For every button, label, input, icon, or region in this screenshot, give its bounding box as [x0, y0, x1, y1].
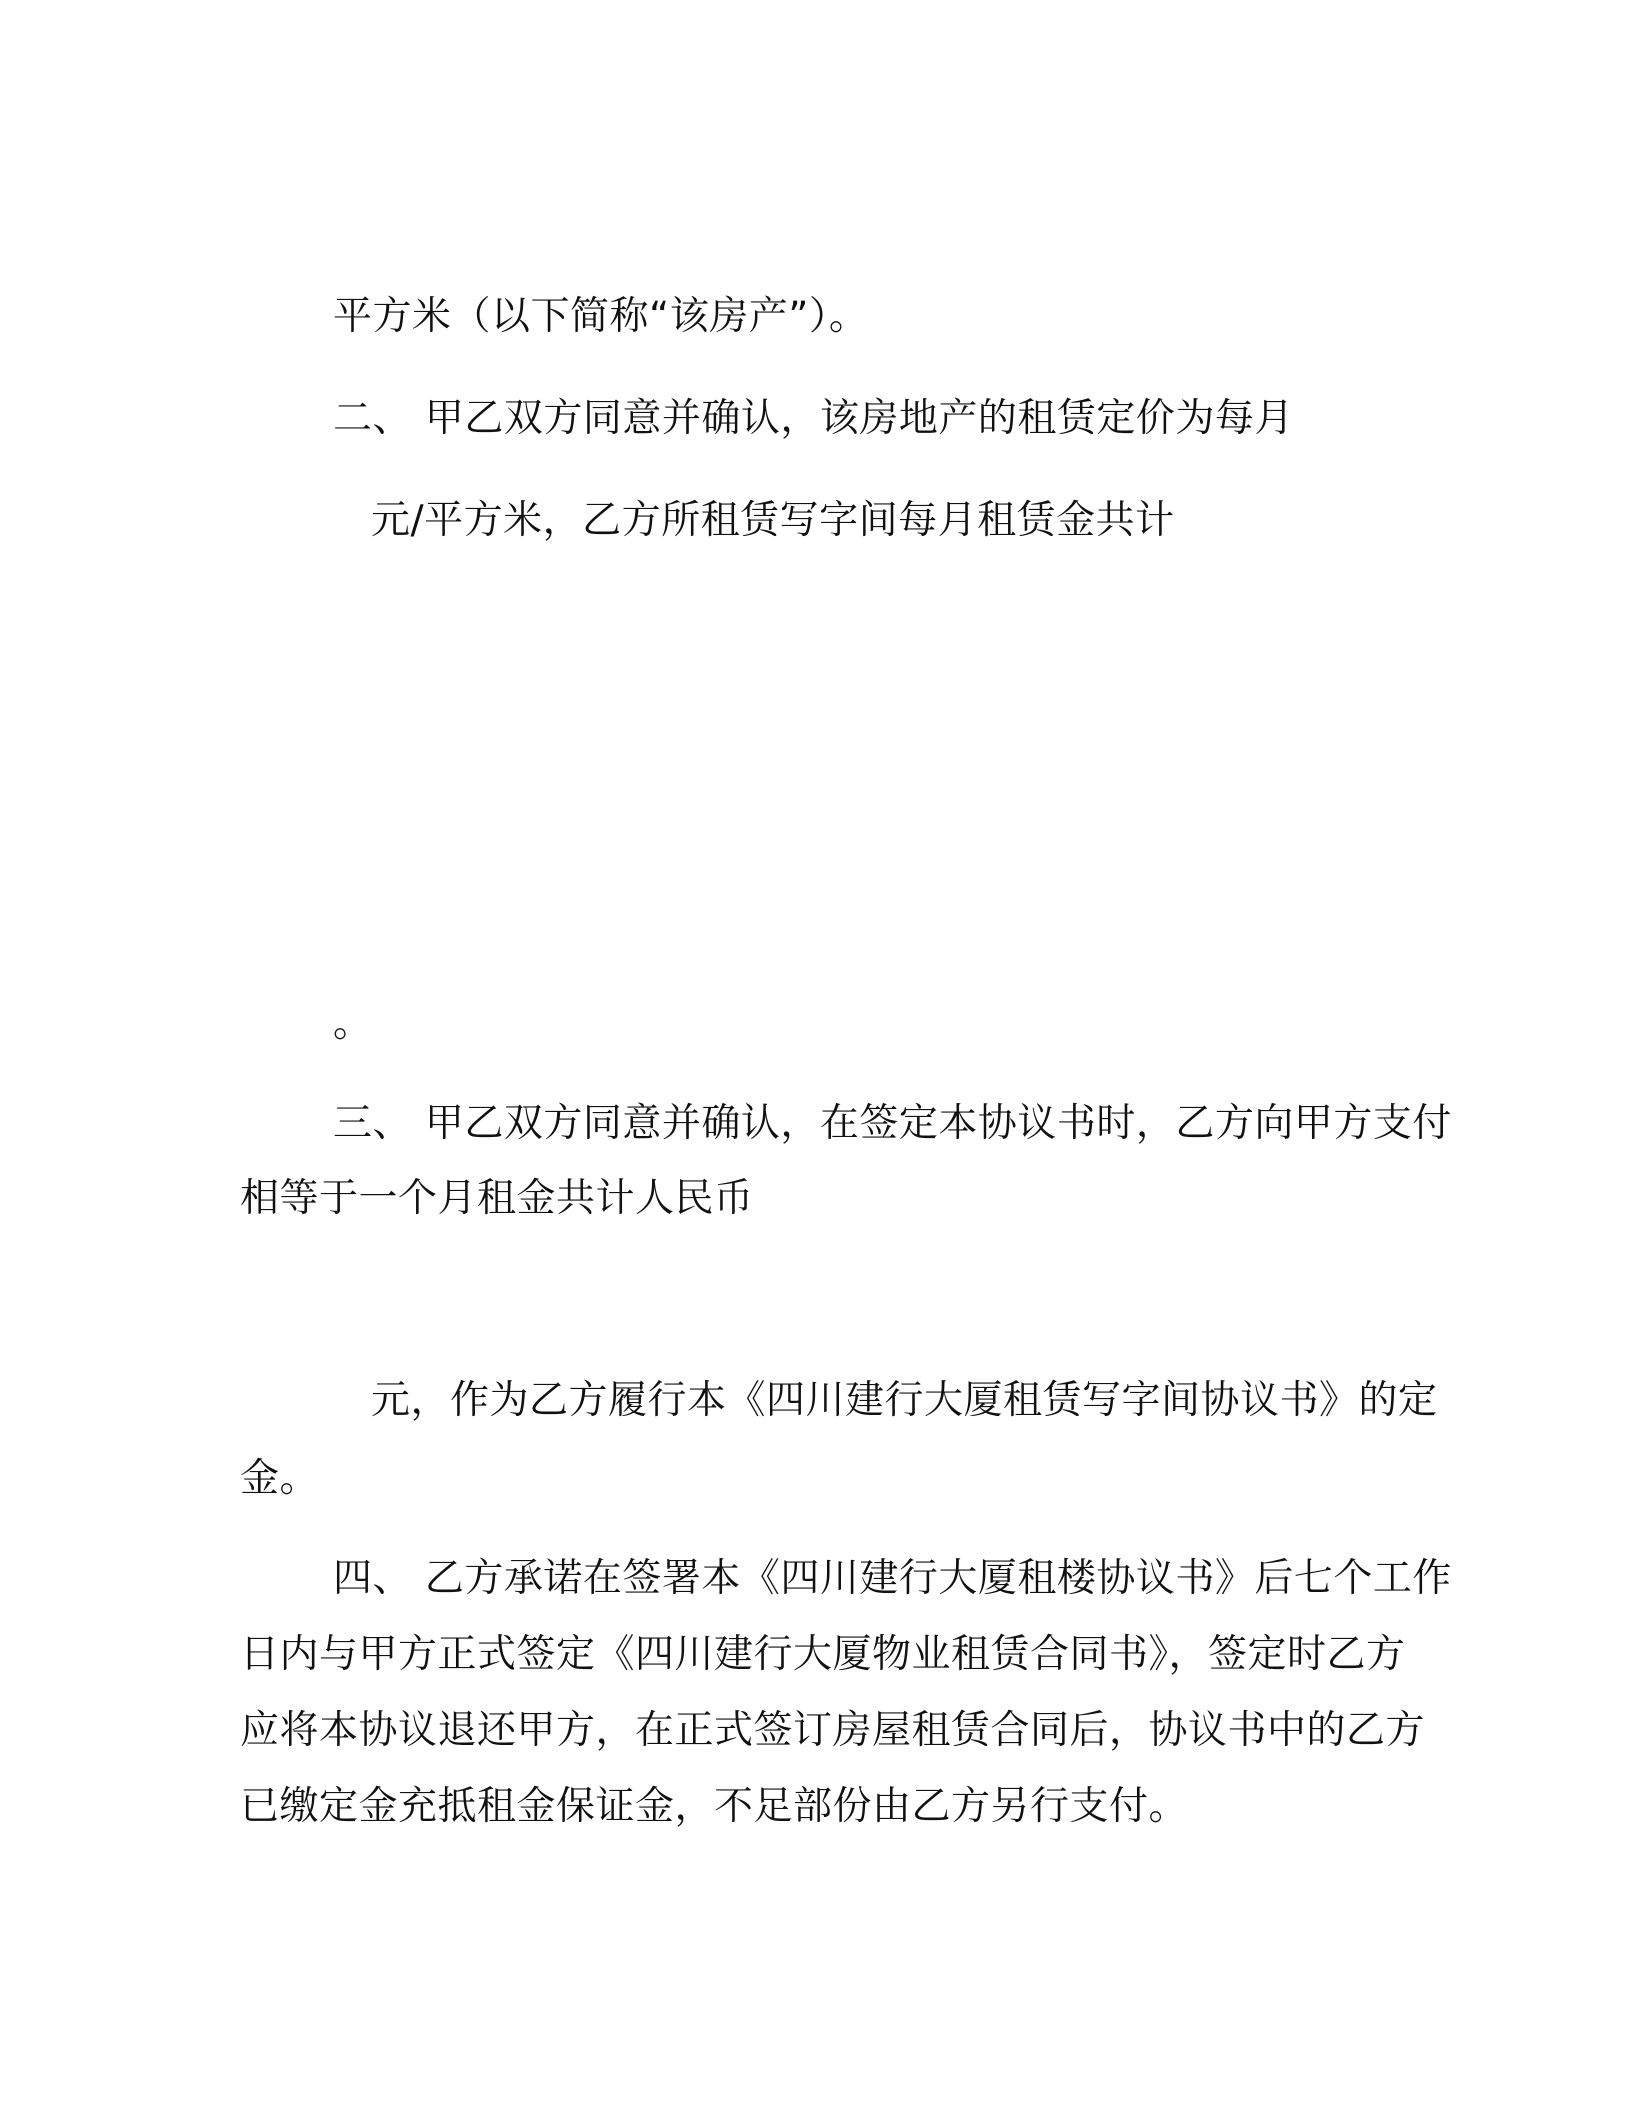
clause-four-line-4: 已缴定金充抵租金保证金，不足部份由乙方另行支付。	[240, 1784, 1189, 1829]
text-line-area-definition: 平方米（以下简称“该房产”）。	[333, 294, 869, 339]
clause-four-line-2: 日内与甲方正式签定《四川建行大厦物业租赁合同书》，签定时乙方	[240, 1632, 1406, 1677]
clause-three-line-4: 金。	[240, 1456, 320, 1501]
clause-three-line-3: 元，作为乙方履行本《四川建行大厦租赁写字间协议书》的定	[371, 1378, 1438, 1423]
clause-two-end: 。	[333, 1001, 373, 1046]
clause-three-line-1: 三、 甲乙双方同意并确认，在签定本协议书时，乙方向甲方支付	[333, 1101, 1452, 1146]
clause-four-line-3: 应将本协议退还甲方，在正式签订房屋租赁合同后，协议书中的乙方	[240, 1708, 1426, 1753]
clause-two-line-2: 元/平方米，乙方所租赁写字间每月租赁金共计	[371, 498, 1175, 543]
clause-three-line-2: 相等于一个月租金共计人民币	[240, 1176, 754, 1221]
clause-two-line-1: 二、 甲乙双方同意并确认，该房地产的租赁定价为每月	[333, 396, 1294, 441]
clause-four-line-1: 四、 乙方承诺在签署本《四川建行大厦租楼协议书》后七个工作	[333, 1556, 1452, 1601]
